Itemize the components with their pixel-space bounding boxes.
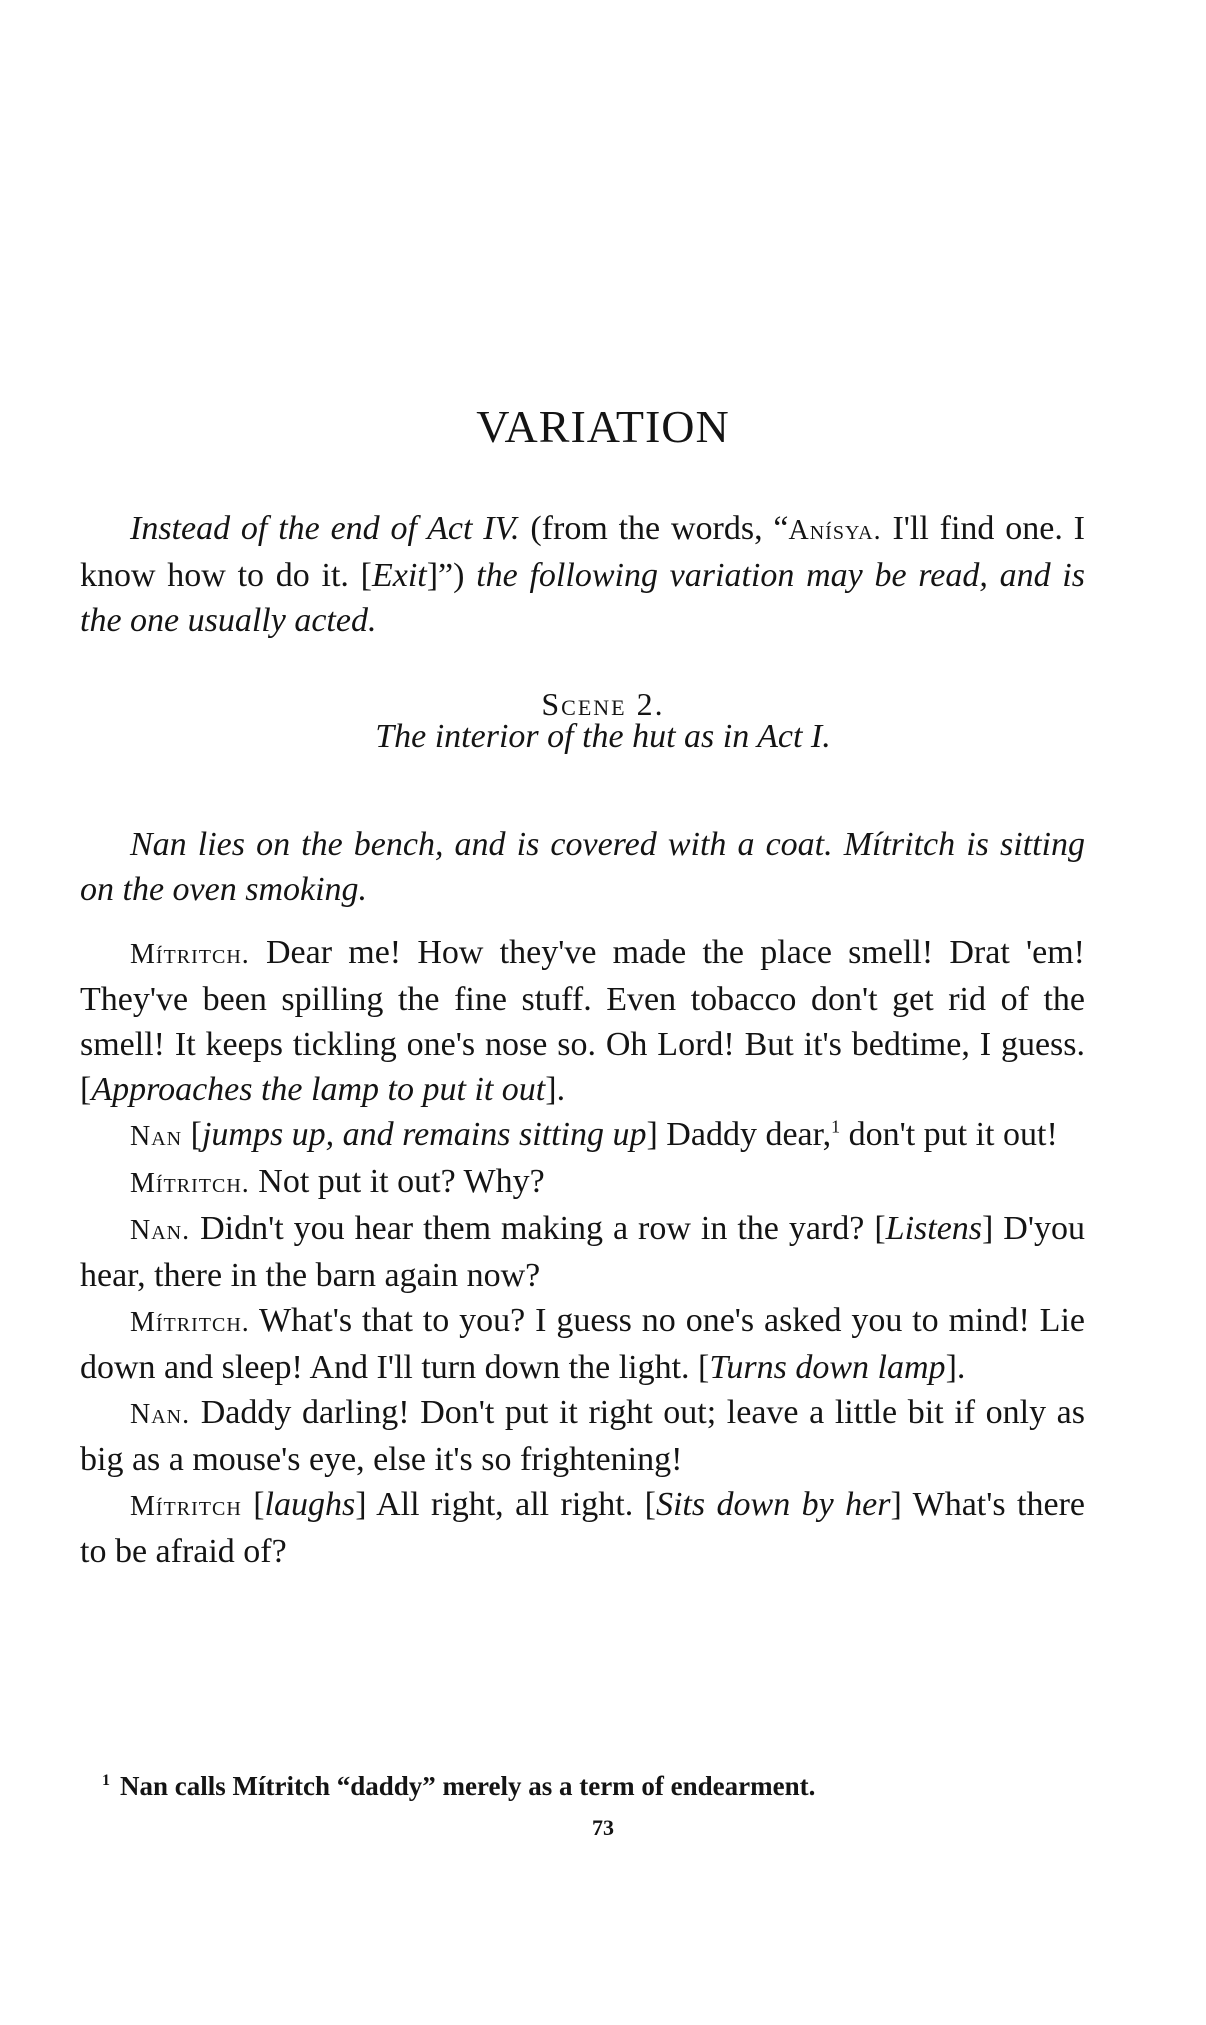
page-title: VARIATION	[476, 401, 730, 452]
stage-direction-inline: Listens	[885, 1210, 983, 1247]
speech-text: Not put it out? Why?	[249, 1163, 545, 1200]
footnote-marker: 1	[102, 1772, 110, 1789]
speech-text-pre: [	[241, 1486, 265, 1523]
stage-direction-inline: laughs	[264, 1486, 356, 1523]
speech-nan-2	[80, 1206, 1085, 1298]
speech-text-end: ].	[945, 1349, 966, 1386]
speech-mitritch-2	[80, 1159, 1085, 1206]
speech-text: Daddy darling! Don't put it right out; leave a little bit if only as big as a mouse's eye, else it's so frightening!	[80, 1394, 1085, 1478]
intro-quote-close: ]”)	[426, 557, 477, 594]
page-number: 73	[592, 1815, 614, 1840]
speaker-name: Nan.	[130, 1215, 191, 1246]
speech-text: What's that to you? I guess no one's asked you to mind! Lie down and sleep! And I'll turn down the light. [	[80, 1302, 1085, 1386]
speech-mitritch-4	[80, 1482, 1085, 1574]
intro-exit-direction: Exit	[371, 557, 427, 594]
speech-text-2: ] D'you hear, there in the barn again now?	[80, 1210, 1085, 1294]
speech-nan-1	[80, 1112, 1085, 1159]
speech-text: Didn't you hear them making a row in the yard? [	[190, 1210, 886, 1247]
stage-direction-inline: Approaches the lamp to put it out	[91, 1071, 546, 1108]
speech-text: ] Daddy dear,	[646, 1116, 832, 1153]
intro-paragraph	[80, 506, 1085, 643]
speech-text-2: don't put it out!	[840, 1116, 1058, 1153]
speaker-name: Mítritch.	[130, 939, 250, 970]
footnote-text: Nan calls Mítritch “daddy” merely as a term of endearment.	[120, 1771, 816, 1801]
speech-text: ] All right, all right. [	[355, 1486, 656, 1523]
intro-quote: I'll find one. I know how to do it. [	[80, 510, 1085, 594]
scene-heading: Scene 2.	[541, 686, 665, 722]
stage-direction-inline: Turns down lamp	[709, 1349, 946, 1386]
speaker-name: Mítritch.	[130, 1168, 250, 1199]
stage-direction-text: Nan lies on the bench, and is covered with a coat. Mítritch is sitting on the oven smoking.	[80, 826, 1085, 908]
intro-speaker: Anísya.	[788, 515, 882, 546]
speech-nan-3	[80, 1390, 1085, 1482]
speaker-name: Nan.	[130, 1399, 191, 1430]
footnote	[102, 1768, 1082, 1804]
scene-setting: The interior of the hut as in Act I.	[375, 718, 831, 755]
speaker-name: Mítritch	[130, 1491, 242, 1522]
intro-text: (from the words, “	[519, 510, 789, 547]
speech-text-pre: [	[182, 1116, 202, 1153]
speaker-name: Nan	[130, 1121, 183, 1152]
stage-direction	[80, 822, 1085, 912]
dialogue	[80, 930, 1085, 1574]
speech-text-end: ].	[545, 1071, 566, 1108]
speech-text-2: ] What's there to be afraid of?	[80, 1486, 1085, 1570]
stage-direction-inline-2: Sits down by her	[655, 1486, 891, 1523]
speech-mitritch-3	[80, 1298, 1085, 1390]
footnote-reference: 1	[831, 1116, 841, 1137]
speaker-name: Mítritch.	[130, 1307, 250, 1338]
stage-direction-inline: jumps up, and remains sitting up	[201, 1116, 647, 1153]
intro-italic-tail: the following variation may be read, and is the one usually acted.	[80, 557, 1085, 639]
speech-mitritch-1	[80, 930, 1085, 1112]
speech-text: Dear me! How they've made the place smell! Drat 'em! They've been spilling the fine stuff. Even tobacco don't get rid of the smell! It keeps tickling one's nose so. Oh Lord! But it's bedtime, I guess. [	[80, 934, 1085, 1108]
intro-italic-lead: Instead of the end of Act IV.	[130, 510, 520, 547]
